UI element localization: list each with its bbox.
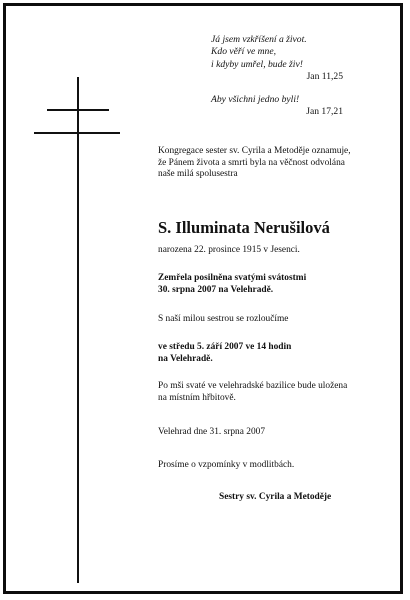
verse-reference: Jan 11,25 <box>306 71 343 83</box>
burial-info <box>158 381 393 404</box>
burial-line: na místním hřbitově. <box>158 392 236 403</box>
scripture-verses <box>211 34 371 118</box>
death-line: Zemřela posilněna svatými svátostmi <box>158 273 307 284</box>
death-line: 30. srpna 2007 na Velehradě. <box>158 284 274 295</box>
ceremony-line: na Velehradě. <box>158 353 213 364</box>
ceremony-line: ve středu 5. září 2007 ve 14 hodin <box>158 342 292 353</box>
verse-line: i kdyby umřel, bude živ! <box>211 58 303 70</box>
verse-line: Kdo věří ve mne, <box>211 46 277 58</box>
ceremony-info <box>158 342 393 365</box>
birth-info: narozena 22. prosince 1915 v Jesenci. <box>158 244 300 255</box>
intro-line: Kongregace sester sv. Cyrila a Metoděje oznamuje, <box>158 146 351 156</box>
place-and-date: Velehrad dne 31. srpna 2007 <box>158 426 266 437</box>
cross-upper-bar <box>47 109 109 111</box>
deceased-name: S. Illuminata Nerušilová <box>158 217 330 237</box>
death-info <box>158 273 393 296</box>
burial-line: Po mši svaté ve velehradské bazilice bude uložena <box>158 381 348 392</box>
signature: Sestry sv. Cyrila a Metoděje <box>219 491 332 502</box>
cross-lower-bar <box>34 132 120 134</box>
prayer-request: Prosíme o vzpomínky v modlitbách. <box>158 460 295 471</box>
intro-paragraph <box>158 146 393 181</box>
cross-vertical-beam <box>77 77 79 583</box>
verse-line: Já jsem vzkříšení a život. <box>211 34 307 45</box>
intro-line: naše milá spolusestra <box>158 169 238 180</box>
farewell-text: S naší milou sestrou se rozloučíme <box>158 313 289 324</box>
intro-line: že Pánem života a smrti byla na věčnost odvolána <box>158 157 345 168</box>
verse-reference: Jan 17,21 <box>306 106 343 118</box>
announcement-body <box>158 146 393 503</box>
verse-line: Aby všichni jedno byli! <box>211 93 300 105</box>
